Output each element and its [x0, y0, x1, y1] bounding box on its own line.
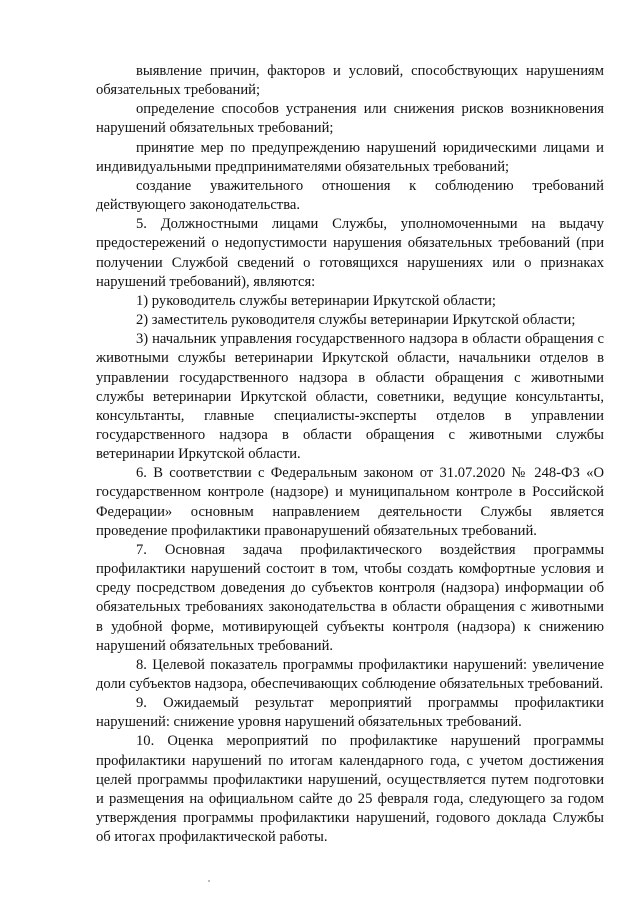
- paragraph-item-5-3: 3) начальник управления государственного надзора в области обращения с животными службы ветеринарии Иркутской области, начальники отделов в управлении государственного надзора в области обращения с животными службы ветеринарии Иркутской области, советники, ведущие консультанты, консультанты, главные специалисты-эксперты отделов в управлении государственного надзора в области обращения с животными службы ветеринарии Иркутской области.: [96, 331, 604, 463]
- paragraph-item-7: 7. Основная задача профилактического воздействия программы профилактики нарушений состоит в том, чтобы создать комфортные условия и среду посредством доведения до субъектов контроля (надзора) информации об обязательных требованиях законодательства в области обращения с животными в удобной форме, мотивирующей субъекты контроля (надзора) к снижению нарушений обязательных требований.: [96, 541, 604, 654]
- paragraph-item-5-2: 2) заместитель руководителя службы ветеринарии Иркутской области;: [136, 312, 576, 329]
- paragraph-item-9: 9. Ожидаемый результат мероприятий программы профилактики нарушений: снижение уровня нарушений обязательных требований.: [96, 695, 604, 731]
- scan-speck: [208, 880, 210, 882]
- paragraph-item-8: 8. Целевой показатель программы профилактики нарушений: увеличение доли субъектов надзора, обеспечивающих соблюдение обязательных требований.: [96, 656, 604, 692]
- paragraph-prevention-measures: принятие мер по предупреждению нарушений юридическими лицами и индивидуальными предпринимателями обязательных требований;: [96, 139, 604, 175]
- paragraph-item-6: 6. В соответствии с Федеральным законом от 31.07.2020 № 248-ФЗ «О государственном контроле (надзоре) и муниципальном контроле в Российской Федерации» основным направлением деятельности Службы является проведение профилактики правонарушений обязательных требований.: [96, 465, 604, 539]
- paragraph-respectful-attitude: создание уважительного отношения к соблюдению требований действующего законодательства.: [96, 177, 604, 214]
- paragraph-item-5-1: 1) руководитель службы ветеринарии Иркутской области;: [136, 292, 496, 309]
- paragraph-risk-reduction: определение способов устранения или снижения рисков возникновения нарушений обязательных требований;: [96, 101, 604, 137]
- document-body: [96, 62, 604, 847]
- paragraph-identify-causes: выявление причин, факторов и условий, способствующих нарушениям обязательных требований;: [96, 63, 604, 99]
- paragraph-item-10: 10. Оценка мероприятий по профилактике нарушений программы профилактики нарушений по итогам календарного года, с учетом достижения целей программы профилактики нарушений, осуществляется путем подготовки и размещения на официальном сайте до 25 февраля года, следующего за годом утверждения программы профилактики нарушений, годового доклада Службы об итогах профилактической работы.: [96, 733, 604, 846]
- paragraph-item-5: 5. Должностными лицами Службы, уполномоченными на выдачу предостережений о недопустимости нарушения обязательных требований (при получении Службой сведений о готовящихся нарушениях или о признаках нарушений требований), являются:: [96, 216, 604, 290]
